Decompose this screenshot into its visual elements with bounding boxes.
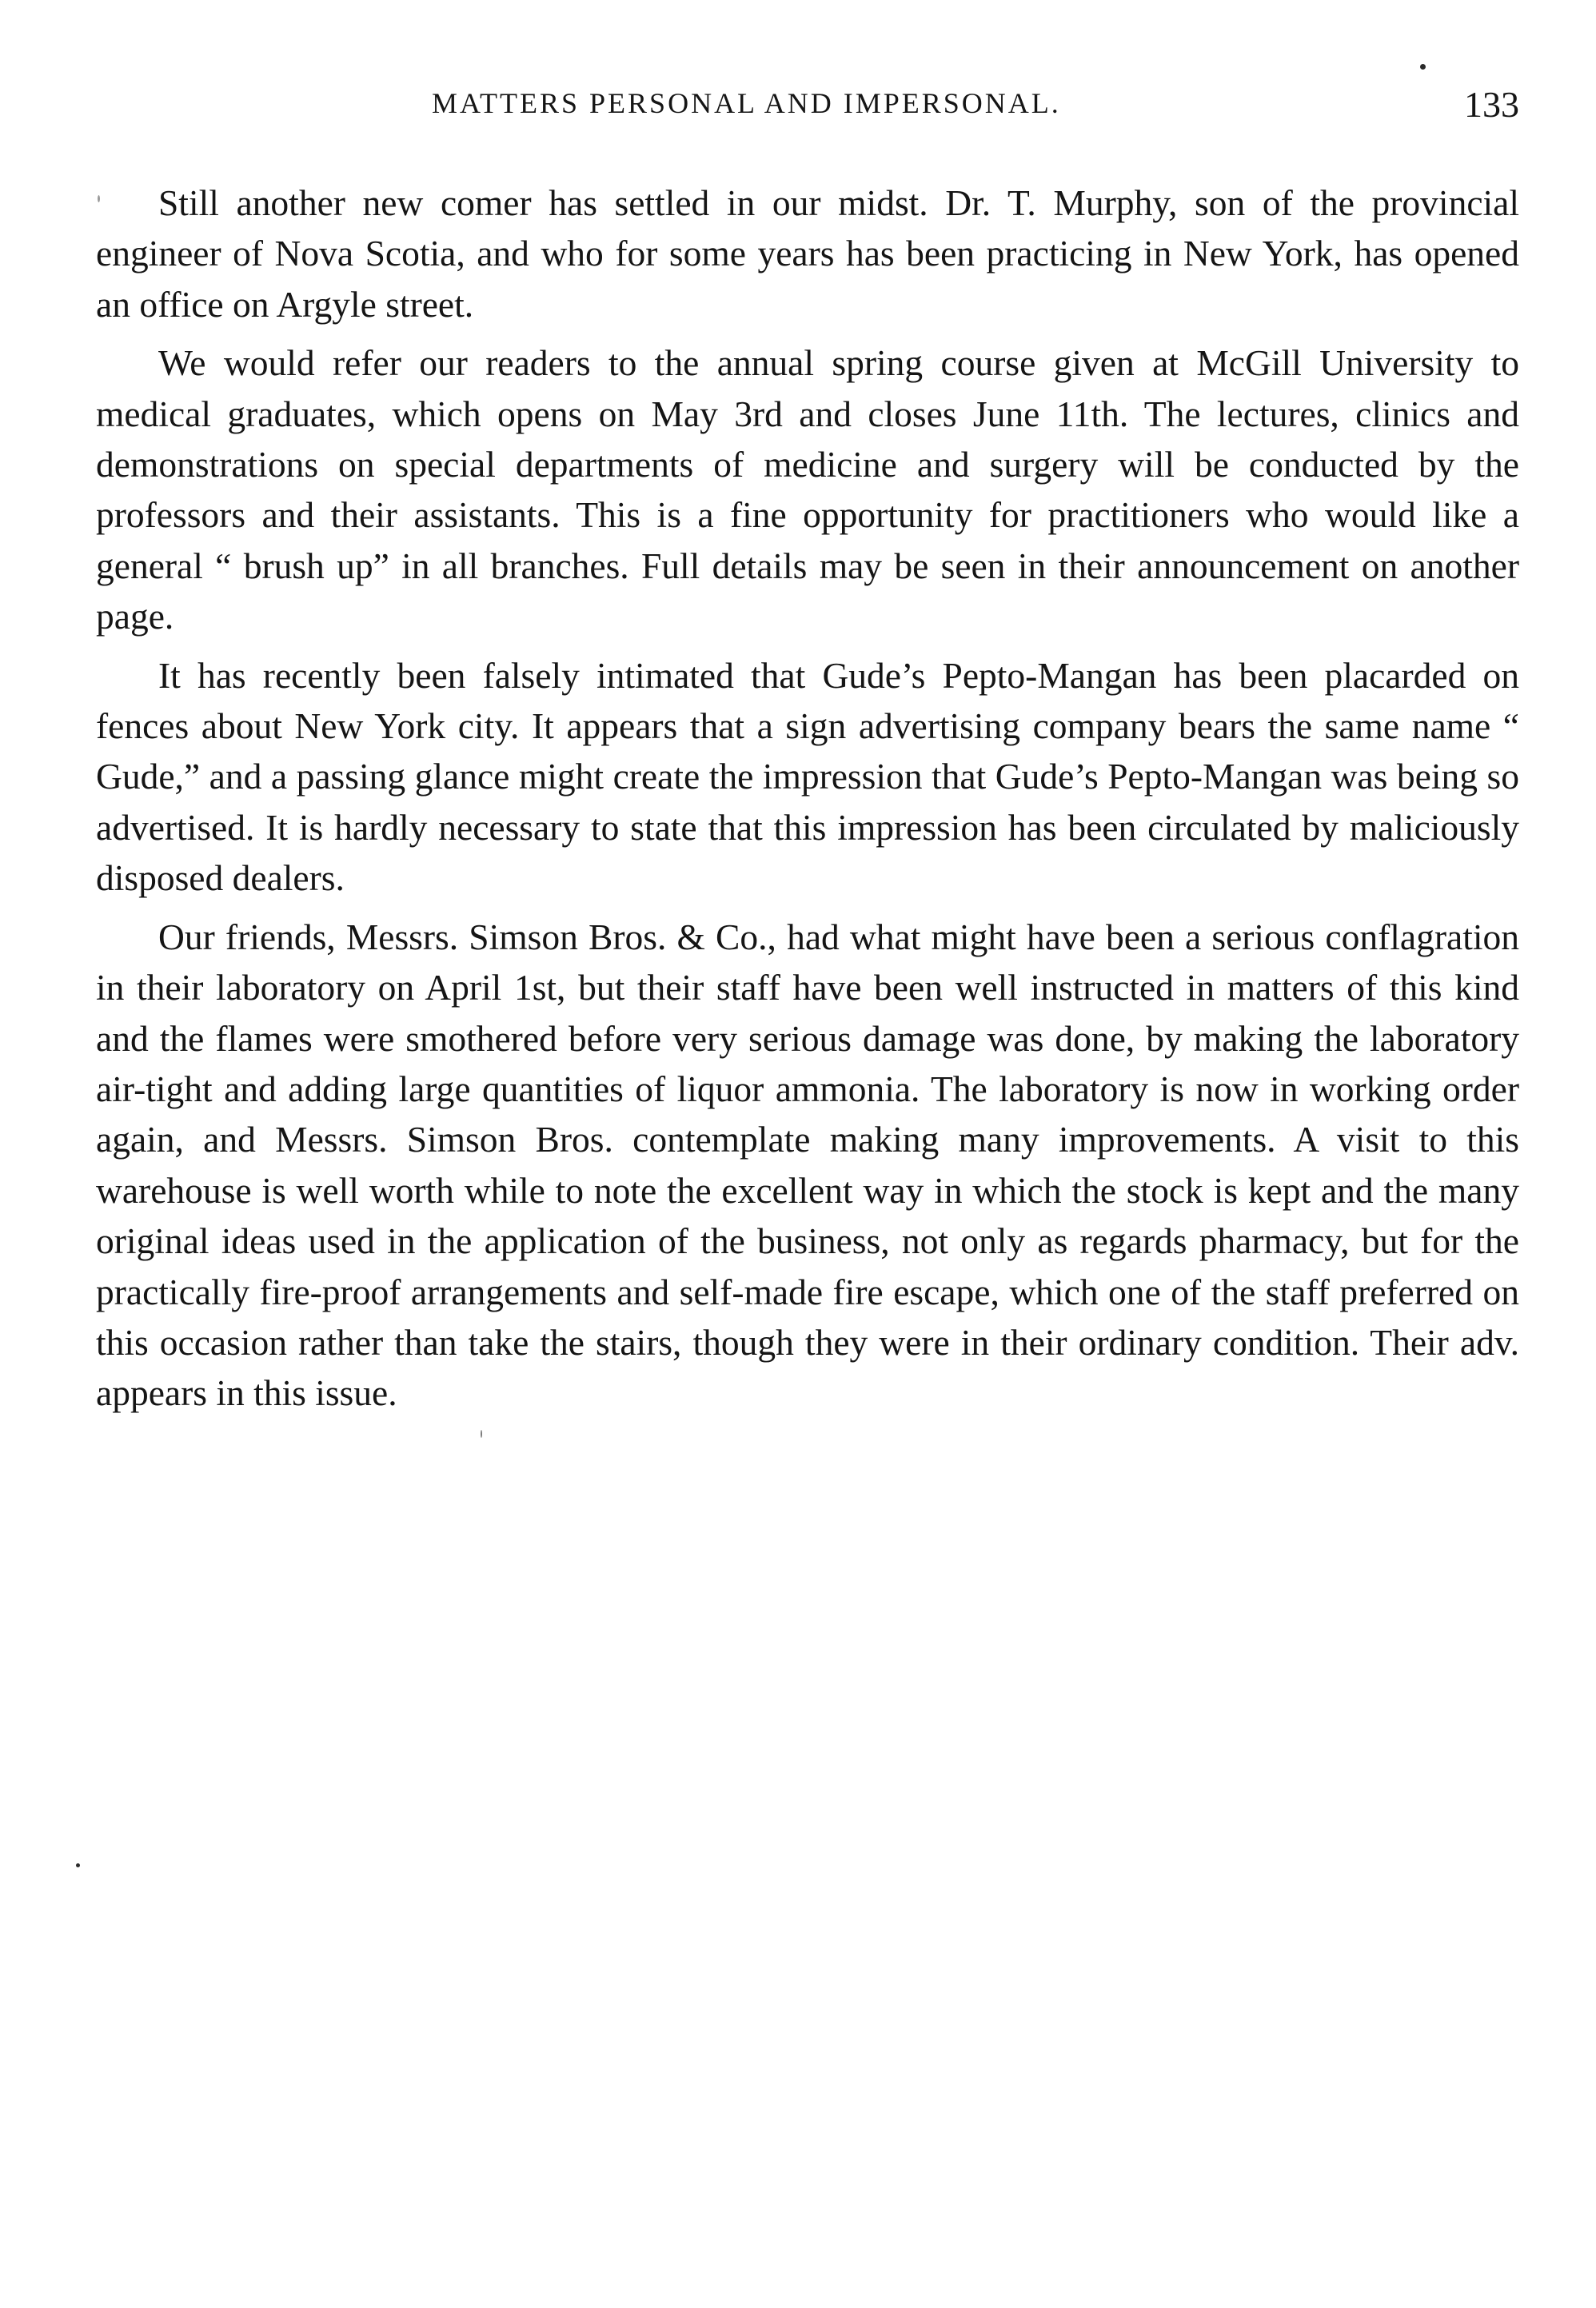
article-body bbox=[96, 178, 1519, 1427]
running-head: MATTERS PERSONAL AND IMPERSONAL. bbox=[432, 87, 1061, 119]
paragraph-mcgill-course: We would refer our readers to the annual spring course given at McGill University to medical graduates, which opens on May 3rd and closes June 11th. The lectures, clinics and demonstrations on special departments of medicine and surgery will be conducted by the professors and their assistants. This is a fine opportunity for practitioners who would like a general “ brush up” in all branches. Full details may be seen in their announcement on another page. bbox=[96, 342, 1519, 637]
page-header bbox=[96, 86, 1519, 134]
page-number: 133 bbox=[1464, 84, 1519, 125]
scan-speck bbox=[76, 1863, 80, 1867]
scan-speck bbox=[98, 195, 100, 202]
paragraph-murphy: Still another new comer has settled in our midst. Dr. T. Murphy, son of the provincial engineer of Nova Scotia, and who for some years has been practicing in New York, has opened an office on Argyle street. bbox=[96, 182, 1519, 325]
paragraph-pepto-mangan: It has recently been falsely intimated that Gude’s Pepto-Mangan has been placarded on fences about New York city. It appears that a sign advertising company bears the same name “ Gude,” and a passing glance might create the impression that Gude’s Pepto-Mangan was being so advertised. It is hardly necessary to state that this impression has been circulated by maliciously disposed dealers. bbox=[96, 654, 1519, 899]
paragraph-simson-bros: Our friends, Messrs. Simson Bros. & Co., had what might have been a serious conflagration in their laboratory on April 1st, but their staff have been well instructed in matters of this kind and the flames were smothered before very serious damage was done, by making the laboratory air-tight and adding large quantities of liquor ammonia. The laboratory is now in working order again, and Messrs. Simson Bros. contemplate making many improvements. A visit to this warehouse is well worth while to note the excellent way in which the stock is kept and the many original ideas used in the application of the business, not only as regards pharmacy, but for the practically fire-proof arrangements and self-made fire escape, which one of the staff preferred on this occasion rather than take the stairs, though they were in their ordinary condition. Their adv. appears in this issue. bbox=[96, 916, 1519, 1414]
scan-speck bbox=[481, 1430, 482, 1438]
scan-speck bbox=[1420, 64, 1426, 70]
